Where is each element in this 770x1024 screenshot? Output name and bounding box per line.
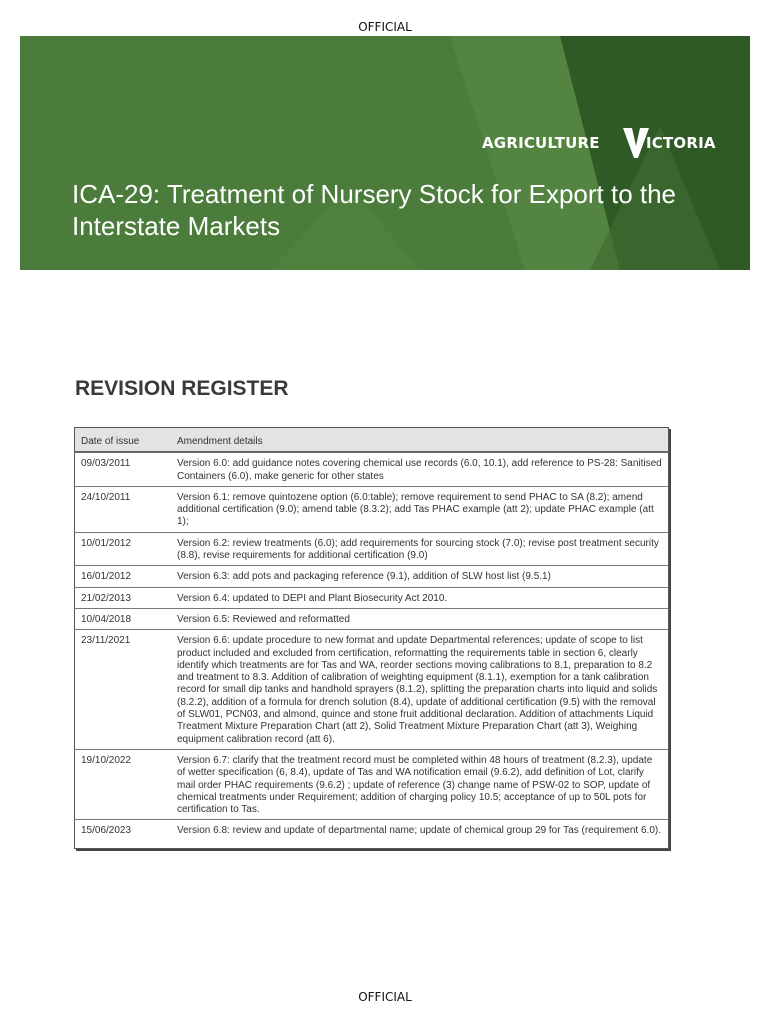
issue-date: 21/02/2013: [75, 587, 172, 608]
column-header-date: Date of issue: [75, 428, 172, 453]
amendment-details: Version 6.3: add pots and packaging reference (9.1), addition of SLW host list (9.5.1): [171, 566, 669, 587]
table-row: [75, 452, 669, 486]
classification-marking-bottom: OFFICIAL: [358, 990, 412, 1004]
issue-date: 19/10/2022: [75, 749, 172, 819]
revision-register-table: [74, 427, 669, 849]
revision-register-heading: REVISION REGISTER: [75, 377, 289, 400]
amendment-details: Version 6.6: update procedure to new format and update Departmental references; update of scope to list product included and excluded from certification, reformatting the requirements table in section 6, clearly identify which treatments are for Tas and WA, reorder sections moving calibrations to 8.1, preparation to 8.2 and treatment to 8.3. Addition of calibration of weighting equipment (8.1.1), exemption for a tank calibration record for small dip tanks and handhold sprayers (8.1.2), splitting the preparation charts into liquid and solids (8.2.2), addition of a formula for drench solution (8.4), update of additional certification (9.5) with the removal of SLW01, PCN03, and almond, quince and stone fruit additional declaration. Addition of attachments Liquid Treatment Mixture Preparation Chart (att 2), Solid Treatment Mixture Preparation Chart (att 3), Weighing equipment calibration record (att 6).: [171, 630, 669, 750]
issue-date: 10/01/2012: [75, 532, 172, 566]
title-banner: [20, 36, 750, 270]
issue-date: 16/01/2012: [75, 566, 172, 587]
amendment-details: Version 6.0: add guidance notes covering chemical use records (6.0, 10.1), add reference to PS-28: Sanitised Containers (6.0), make generic for other states: [171, 452, 669, 486]
table-row: [75, 608, 669, 629]
table-row: [75, 820, 669, 848]
column-header-details: Amendment details: [171, 428, 669, 453]
issue-date: 15/06/2023: [81, 825, 132, 837]
logo-text-agriculture: AGRICULTURE: [482, 134, 600, 152]
issue-date: 24/10/2011: [75, 486, 172, 532]
issue-date: 09/03/2011: [75, 452, 172, 486]
amendment-details: Version 6.5: Reviewed and reformatted: [171, 608, 669, 629]
issue-date: 10/04/2018: [75, 608, 172, 629]
amendment-details: Version 6.7: clarify that the treatment record must be completed within 48 hours of treatment (8.2.3), update of wetter specification (6, 8.4), update of Tas and WA notification email (9.6.2), add definition of Lot, clarify mail order PHAC requirements (9.6.2) ; update of reference (3) change name of PSW-02 to SOP, update of chemical treatments under Requirement; addition of charging policy 10.5; acceptance of up to 50L pots for certification to Tas.: [171, 749, 669, 819]
amendment-details: Version 6.4: updated to DEPI and Plant Biosecurity Act 2010.: [171, 587, 669, 608]
amendment-details: Version 6.8: review and update of departmental name; update of chemical group 29 for Tas (requirement 6.0).: [177, 825, 661, 837]
table-row: [75, 532, 669, 566]
document-title: ICA-29: Treatment of Nursery Stock for Export to the Interstate Markets: [72, 179, 677, 241]
amendment-details: Version 6.2: review treatments (6.0); add requirements for sourcing stock (7.0); revise post treatment security (8.8), revise requirements for additional certification (9.0): [171, 532, 669, 566]
table-row: [75, 486, 669, 532]
table-row: [75, 749, 669, 819]
amendment-details: Version 6.1: remove quintozene option (6.0:table); remove requirement to send PHAC to SA (8.2); amend additional certification (9.0); amend table (8.3.2); add Tas PHAC example (att 2); update PHAC example (att 1);: [171, 486, 669, 532]
table-row: [75, 630, 669, 750]
issue-date: 23/11/2021: [75, 630, 172, 750]
logo-text-victoria: ICTORIA: [646, 134, 716, 152]
table-header-row: [75, 428, 669, 453]
table-row: [75, 587, 669, 608]
classification-marking-top: OFFICIAL: [358, 20, 412, 34]
table-row: [75, 566, 669, 587]
